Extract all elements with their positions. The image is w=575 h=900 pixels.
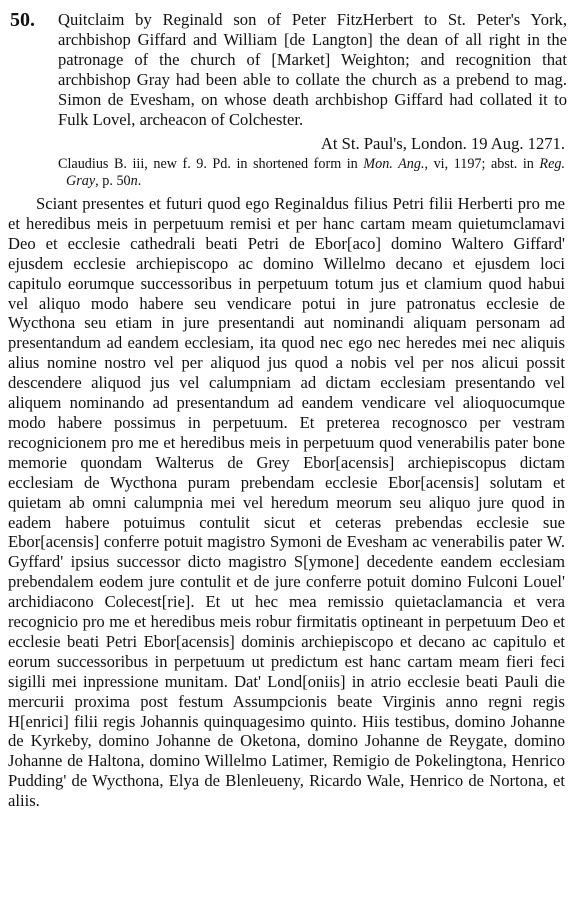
source-note-marker: n: [130, 173, 138, 189]
source-text-4: .: [137, 173, 142, 189]
entry-place-date: At St. Paul's, London. 19 Aug. 1271.: [320, 134, 565, 153]
entry-heading: [8, 10, 567, 130]
source-work-title-2: Reg. Gray: [66, 156, 566, 189]
source-text-3: , p. 50: [95, 173, 131, 189]
entry-source-note: [8, 156, 567, 190]
source-text-2: , vi, 1197; abst. in: [424, 156, 540, 172]
entry-summary: Quitclaim by Reginald son of Peter FitzHerbert to St. Peter's York, archbishop Giffard and William [de Langton] the dean of all right in the patronage of the church of [Market] Weighton; and recognition that archbishop Gray had been able to collate the church as a prebend to mag. Simon de Evesham, on whose death archbishop Giffard had collated it to Fulk Lovel, archeacon of Colchester.: [58, 10, 567, 129]
entry-number: 50.: [10, 9, 35, 31]
source-work-title-1: Mon. Ang.: [363, 156, 425, 172]
entry-body-text: Sciant presentes et futuri quod ego Reginaldus filius Petri filii Herberti pro me et heredibus meis in perpetuum remisi et per hanc cartam meam quietumclamavi Deo et ecclesie cathedrali beati Petri de Ebor[aco] domino Waltero Giffard' ejusdem ecclesie archiepiscopo ac domino Willelmo decano et ejusdem loci capitulo eorumque successoribus in perpetuum totum jus et clamium quod habui vel aliquo modo habere seu vendicare potui in jure patronatus ecclesie de Wycthona seu etiam in jure presentandi aut nominandi aliquam personam ad presentandum ad eandem ecclesiam, ita quod nec ego nec heredes mei nec aliquis alius nomine nostro vel per aliquod jus quod a nobis vel per nos alicui possit descendere aliquod jus vel calumpniam ad dictam ecclesiam presentando vel aliquem nominando ad presentandum ad eandem vendicare vel alioquocumque modo habere possimus in perpetuum. Et preterea recognosco per vestram recognicionem pro me et heredibus meis in perpetuum quod venerabilis pater bone memorie quondam Walterus de Grey Ebor[acensis] archiepiscopus dictam ecclesiam de Wycthona puram prebendam ecclesie Ebor[acensis] solutam et quietam ab omni calumpnia mei vel heredum meorum seu aliquo jure quod in eadem habere potuimus contulit sicut et ceteras prebendas ecclesie sue Ebor[acensis] conferre potuit magistro Symoni de Evesham ac venerabilis pater W. Gyffard' ipsius successor dicto magistro S[ymone] decedente eandem ecclesiam prebendalem eodem jure contulit et de jure conferre potuit domino Fulconi Louel' archidiacono Colecest[rie]. Et ut hec mea remissio quietaclamancia et vera recognicio pro me et heredibus meis robur firmitatis optineant in perpetuum Deo et ecclesie beati Petri Ebor[acensis] dominis archiepiscopo et decano ac capitulo et eorum successoribus in perpetuum ut predictum est hanc cartam meam fieri feci sigilli mei inpressione munitam. Dat' Lond[oniis] in atrio ecclesie beati Pauli die mercurii proxima post festum Assumpcionis beate Virginis anno regni regis H[enrici] filii regis Johannis quinquagesimo quinto. Hiis testibus, domino Johanne de Kyrkeby, domino Johanne de Oketona, domino Johanne de Reygate, domino Johanne de Haltona, domino Willelmo Latimer, Remigio de Pokelingtona, Henrico Pudding' de Wycthona, Elya de Blenleueny, Ricardo Wale, Henrico de Nortona, et aliis.: [8, 194, 565, 811]
source-text-1: Claudius B. iii, new f. 9. Pd. in shortened form in: [58, 156, 364, 172]
